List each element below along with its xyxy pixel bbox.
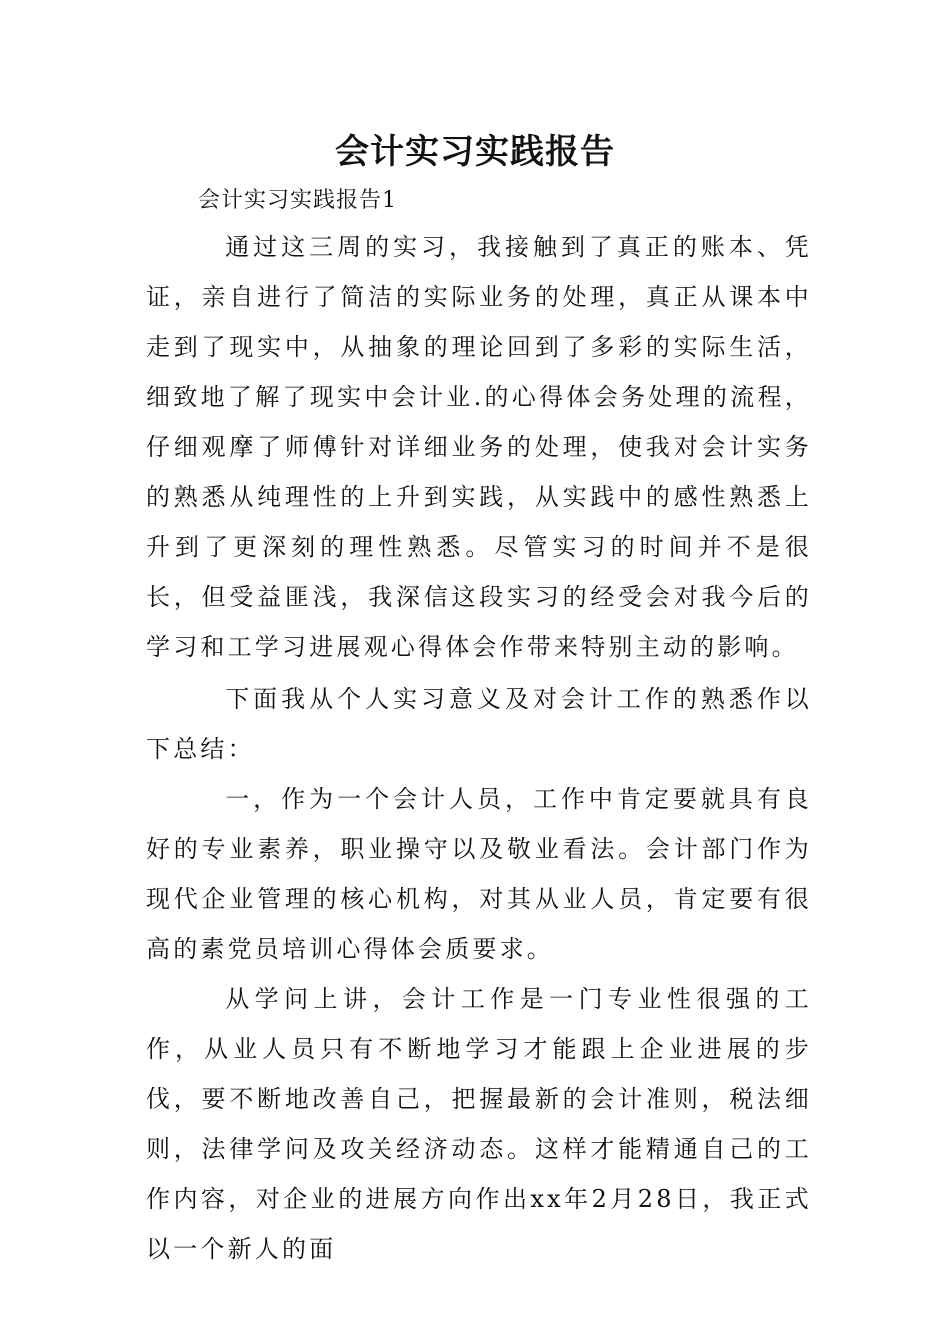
paragraph-3: 一，作为一个会计人员，工作中肯定要就具有良好的专业素养，职业操守以及敬业看法。会计部门作为现代企业管理的核心机构，对其从业人员，肯定要有很高的素党员培训心得体会质要求。 [146,785,812,963]
page-title: 会计实习实践报告 [335,132,615,172]
document-subtitle: 会计实习实践报告1 [198,188,397,213]
paragraph-4: 从学问上讲，会计工作是一门专业性很强的工作，从业人员只有不断地学习才能跟上企业进展的步伐，要不断地改善自己，把握最新的会计准则，税法细则，法律学问及攻关经济动态。这样才能精通自己的工作内容，对企业的进展方向作出xx年2月28日，我正式以一个新人的面 [146,985,812,1263]
paragraph-1: 通过这三周的实习，我接触到了真正的账本、凭证，亲自进行了简洁的实际业务的处理，真正从课本中走到了现实中，从抽象的理论回到了多彩的实际生活，细致地了解了现实中会计业.的心得体会务处理的流程，仔细观摩了师傅针对详细业务的处理，使我对会计实务的熟悉从纯理性的上升到实践，从实践中的感性熟悉上升到了更深刻的理性熟悉。尽管实习的时间并不是很长，但受益匪浅，我深信这段实习的经受会对我今后的学习和工学习进展观心得体会作带来特别主动的影响。 [146,233,812,661]
paragraph-2: 下面我从个人实习意义及对会计工作的熟悉作以下总结： [146,685,812,763]
